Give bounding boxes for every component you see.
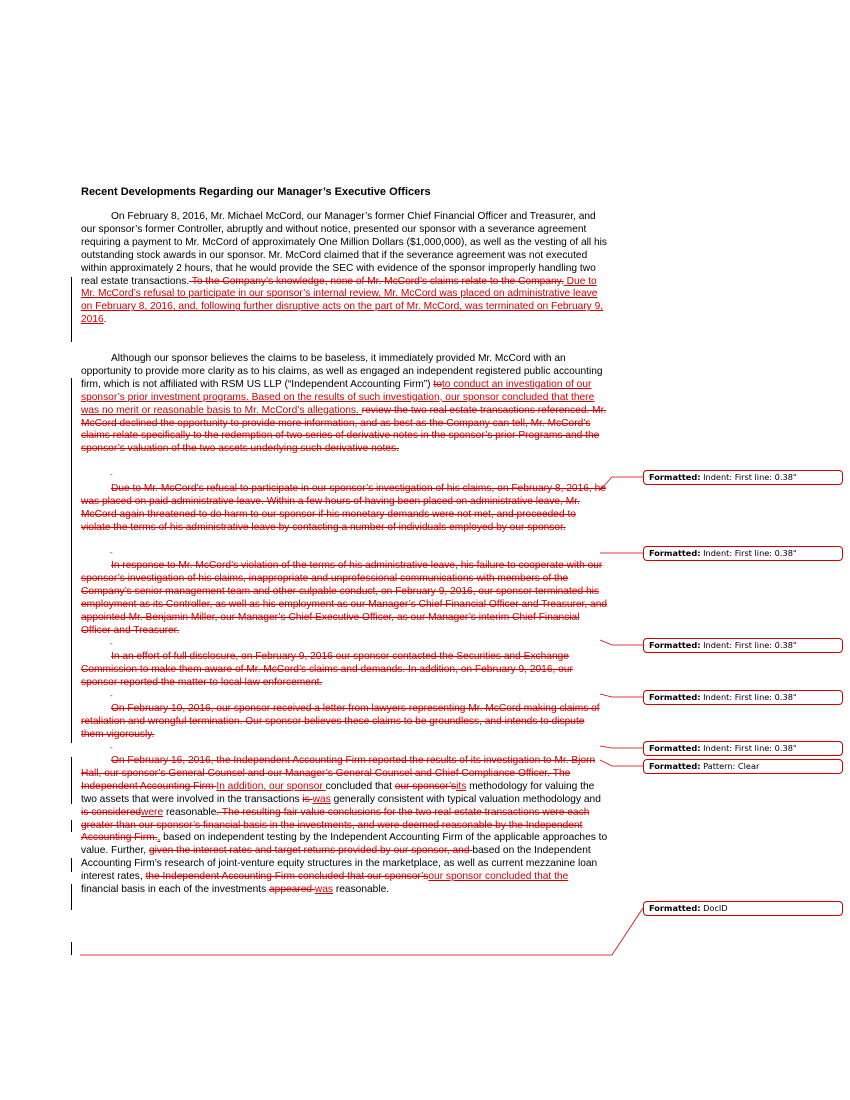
inserted-text: to conduct an investigation of our sponsor’s prior investment programs. Based on the results of such investigation, our sponsor concluded that there was no merit or reasonable basis to Mr. McCord’s allegations.	[81, 378, 595, 416]
deleted-text: review the two real estate transactions referenced. Mr. McCord declined the opportunity to provide more information, and as best as the Company can tell, Mr. McCord’s claims relate specifically to the redemption of two series of derivative notes in the sponsor’s prior Programs and the sponsor’s valuation of the two assets underlying such derivative notes.	[81, 404, 607, 455]
text-run: .	[103, 314, 107, 326]
change-bar	[71, 884, 72, 910]
balloon-detail: Indent: First line: 0.38"	[700, 472, 797, 482]
balloon-label: Formatted:	[649, 472, 701, 482]
deleted-text: On February 10, 2016, our sponsor received a letter from lawyers representing Mr. McCord making claims of retaliation and wrongful termination. Our sponsor believes these claims to be groundless, and intends to dispute them vigorously.	[81, 703, 600, 740]
paragraph-severance	[81, 211, 608, 327]
inserted-text: our sponsor concluded that the	[428, 871, 569, 883]
inserted-text: were	[141, 806, 164, 818]
leader-line	[600, 640, 643, 645]
balloon-detail: Indent: First line: 0.38"	[700, 692, 797, 702]
balloon-label: Formatted:	[649, 692, 701, 702]
inserted-text: ,	[157, 832, 161, 844]
paragraph-admin-leave	[81, 483, 608, 535]
deleted-text: appeared	[269, 884, 315, 896]
paragraph-valuation-results	[81, 755, 608, 897]
text-run: Although our sponsor believes the claims to be baseless, it immediately provided Mr. McCord with an opportunity to provide more clarity as to his claims, as well as engaged an independent registered public accounting firm, which is not affiliated with RSM US LLP (“Independent Accounting Firm”)	[81, 353, 603, 390]
deleted-text: our sponsor’s	[394, 780, 457, 792]
inserted-text: was	[314, 884, 334, 896]
inserted-text: Due to Mr. McCord’s refusal to participate in our sponsor’s internal review, Mr. McCord was placed on administrative leave on February 8, 2016, and, following further disruptive acts on the part of Mr. McCord, was terminated on February 9, 2016	[81, 275, 604, 326]
change-bar	[71, 757, 72, 804]
inserted-text: In addition, our sponsor	[216, 780, 326, 792]
leader-line	[600, 746, 643, 748]
leader-line	[600, 694, 643, 697]
formatting-balloon[interactable]	[643, 638, 843, 653]
paragraph-mark: -	[110, 691, 113, 700]
text-run: On February 8, 2016, Mr. Michael McCord, our Manager’s former Chief Financial Officer and Treasurer, and our sponsor’s former Controller, abruptly and without notice, presented our sponsor with a severance agreement requiring a payment to Mr. McCord of approximately One Million Dollars ($1,000,000), as well as the vesting of all his outstanding stock awards in our sponsor. Mr. McCord claimed that if the severance agreement was not executed within approximately 2 hours, that he would provide the SEC with evidence of the sponsor improperly handling two real estate transactions.	[81, 211, 608, 287]
paragraph-mark: -	[110, 548, 113, 557]
balloon-label: Formatted:	[649, 903, 701, 913]
inserted-text: its	[456, 780, 467, 792]
deleted-text: Due to Mr. McCord’s refusal to participate in our sponsor’s investigation of his claims, on February 8, 2016, he was placed on paid administrative leave. Within a few hours of having been placed on administrative leave, Mr. McCord again threatened to do harm to our sponsor if his monetary demands were not met, and proceeded to violate the terms of his administrative leave by contacting a number of individuals employed by our sponsor.	[81, 483, 606, 533]
paragraph-mark: -	[110, 639, 113, 648]
balloon-label: Formatted:	[649, 640, 701, 650]
text-run: generally consistent with typical valuation methodology and	[330, 793, 601, 805]
text-run: based on independent testing by the Independent Accounting Firm of the applicable approaches to value. Further,	[81, 832, 608, 857]
text-run: reasonable.	[333, 884, 390, 896]
deleted-text: . The resulting fair value conclusions for the two real estate transactions were each greater than our sponsor’s financial basis in the investments, and were deemed reasonable by the Independent Accounting Firm.	[81, 806, 590, 844]
formatting-balloon[interactable]	[643, 546, 843, 561]
balloon-label: Formatted:	[649, 761, 701, 771]
formatting-balloon[interactable]	[643, 759, 843, 774]
section-heading: Recent Developments Regarding our Manager’s Executive Officers	[81, 186, 431, 198]
deleted-text: On February 16, 2016, the Independent Accounting Firm reported the results of its investigation to Mr. Bjorn Hall, our sponsor’s General Counsel and our Manager’s General Counsel and Chief Compliance Officer. The Independent Accounting Firm	[81, 755, 596, 792]
text-run: methodology for valuing the two assets that were involved in the transactions	[81, 780, 595, 805]
paragraph-mark: -	[110, 743, 113, 752]
formatting-balloon[interactable]	[643, 741, 843, 756]
paragraph-termination	[81, 560, 608, 637]
paragraph-investigation	[81, 353, 608, 456]
change-bar	[71, 942, 72, 955]
text-run: financial basis in each of the investments	[81, 884, 270, 896]
deleted-text: is	[302, 793, 313, 805]
deleted-text: To the Company’s knowledge, none of Mr. McCord’s claims relate to the Company.	[189, 275, 564, 287]
formatting-balloon[interactable]	[643, 690, 843, 705]
balloon-detail: Pattern: Clear	[700, 761, 760, 771]
paragraph-lawyers-letter	[81, 703, 608, 742]
paragraph-mark: -	[110, 470, 113, 479]
formatting-balloon[interactable]	[643, 901, 843, 916]
deleted-text: given the interest rates and target returns provided by our sponsor, and	[148, 845, 473, 857]
text-run: reasonable	[163, 806, 217, 818]
deleted-text: In an effort of full disclosure, on February 9, 2016 our sponsor contacted the Securities and Exchange Commission to make them aware of Mr. McCord’s claims and demands. In addition, on February 9, 2016, our sponsor reported the matter to local law enforcement.	[81, 651, 573, 688]
change-bar	[71, 378, 72, 743]
balloon-detail: Indent: First line: 0.38"	[700, 640, 797, 650]
balloon-label: Formatted:	[649, 743, 701, 753]
balloon-detail: Indent: First line: 0.38"	[700, 548, 797, 558]
balloon-label: Formatted:	[649, 548, 701, 558]
deleted-text: is considered	[81, 806, 142, 818]
inserted-text: was	[312, 793, 331, 805]
text-run: based on the Independent Accounting Firm’s research of joint-venture equity structures in the marketplace, as well as current mezzanine loan interest rates,	[81, 845, 598, 883]
change-bar	[71, 277, 72, 342]
formatting-balloon[interactable]	[643, 470, 843, 485]
text-run: concluded that	[325, 780, 395, 792]
change-bar	[71, 820, 72, 832]
leader-line	[80, 908, 643, 955]
change-bar	[71, 858, 72, 872]
deleted-text: the Independent Accounting Firm concluded that our sponsor’s	[145, 871, 429, 883]
deleted-text: In response to Mr. McCord’s violation of the terms of his administrative leave, his failure to cooperate with our sponsor’s investigation of his claims, inappropriate and unprofessional communications with members of the Company’s senior management team and other culpable conduct, on February 9, 2016, our sponsor terminated his employment as its Controller, as well as his employment as our Manager’s Chief Financial Officer and Treasurer, and appointed Mr. Benjamin Miller, our Manager’s Chief Executive Officer, as our Manager’s interim Chief Financial Officer and Treasurer.	[81, 560, 608, 636]
balloon-detail: DocID	[700, 903, 728, 913]
deleted-text: to	[433, 378, 442, 390]
paragraph-sec-disclosure	[81, 651, 608, 690]
balloon-detail: Indent: First line: 0.38"	[700, 743, 797, 753]
